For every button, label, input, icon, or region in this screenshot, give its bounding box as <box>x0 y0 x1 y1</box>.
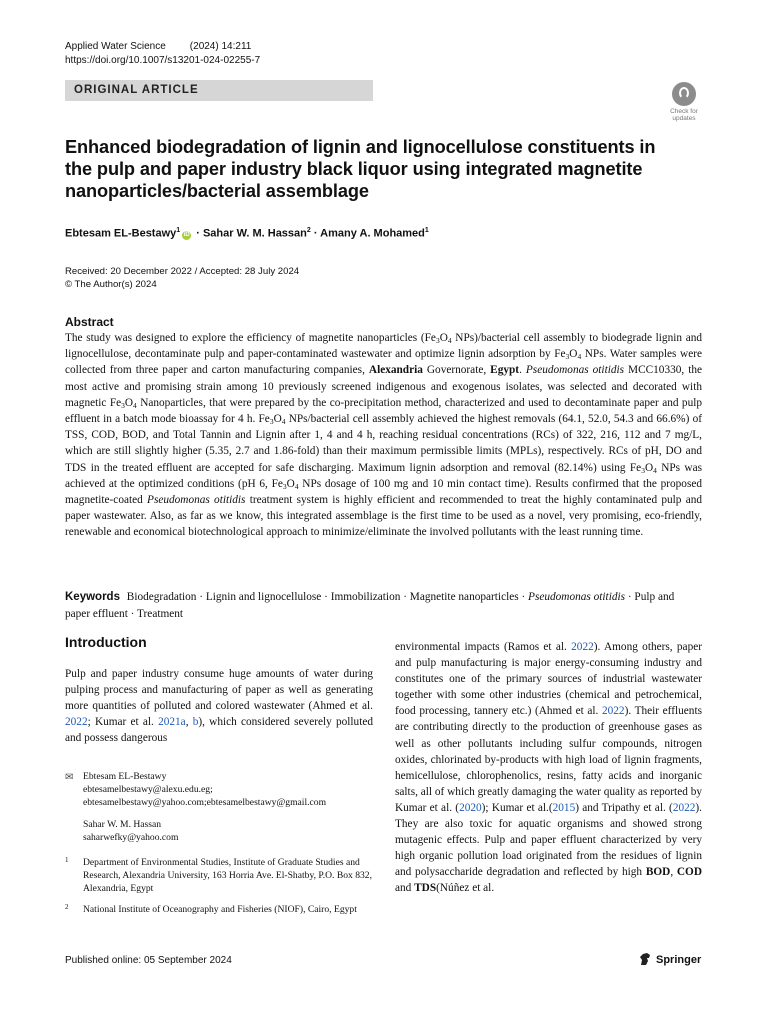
publisher-logo <box>638 952 701 966</box>
citation-link[interactable]: 2021a <box>158 716 186 729</box>
citation-link[interactable]: 2022 <box>601 705 625 718</box>
author-affiliation-mark: 1 <box>424 227 429 234</box>
doi-link[interactable]: https://doi.org/10.1007/s13201-024-02255-7 <box>65 55 261 66</box>
check-updates-label: Check for <box>670 108 698 115</box>
author-email[interactable]: ebtesamelbestawy@alexu.edu.eg; <box>83 784 213 795</box>
published-online-date: Published online: 05 September 2024 <box>65 955 232 966</box>
author-affiliation-mark: 1 <box>176 227 181 234</box>
paper-title: Enhanced biodegradation of lignin and lignocellulose constituents in the pulp and paper industry black liquor using integrated magnetite nanoparticles/bacterial assemblage <box>65 137 656 201</box>
citation-link[interactable]: 2020 <box>459 801 482 814</box>
author-email[interactable]: ebtesamelbestawy@yahoo.com;ebtesamelbestawy@gmail.com <box>83 797 327 808</box>
copyright-notice: © The Author(s) 2024 <box>65 279 157 290</box>
introduction-column-left: Pulp and paper industry consume huge amounts of water during pulping process and manufacturing of paper as well as generating more quantities of polluted and colored wastewater (Ahmed et al. 2022; Kumar et al. 2021a, b), which considered severely polluted and possess dangerous <box>65 668 374 745</box>
corresponding-author-name: Ebtesam EL-Bestawy <box>83 771 167 782</box>
corresponding-author-name: Sahar W. M. Hassan <box>83 819 162 830</box>
affiliation-number: 1 <box>65 856 69 864</box>
springer-horse-icon <box>638 952 652 966</box>
journal-name: Applied Water Science <box>65 41 166 52</box>
author-list: Ebtesam EL-Bestawy$^1$iD · Sahar W. M. Hassan$^2$ · Amany A. Mohamed$^1$ <box>65 227 429 240</box>
keywords: Keywords Biodegradation · Lignin and lignocellulose · Immobilization · Magnetite nanoparticles · Pseudomonas otitidis · Pulp and paper effluent · Treatment <box>65 591 675 620</box>
orcid-icon[interactable]: iD <box>183 231 190 238</box>
author-name[interactable]: Amany A. Mohamed <box>320 227 425 240</box>
check-updates-icon <box>672 82 696 106</box>
author-affiliation-mark: 2 <box>306 227 311 234</box>
check-for-updates-button[interactable] <box>664 82 704 126</box>
author-email[interactable]: saharwefky@yahoo.com <box>83 832 179 843</box>
publisher-name: Springer <box>656 954 702 966</box>
citation-link[interactable]: 2022 <box>672 801 696 814</box>
affiliation-2 <box>65 903 373 916</box>
envelope-icon: ✉ <box>65 772 74 783</box>
citation-link[interactable]: 2022 <box>571 641 594 653</box>
introduction-column-right: environmental impacts (Ramos et al. 2022). Among others, paper and pulp manufacturing is major energy-consuming industry and constitutes one of the primary sources of industrial wastewater together with some other industries (chemical and petrochemical, food processing, tannery etc.) (Ahmed et al. 2022). Their effluents are contributing directly to the production of greenhouse gases as well as other pollutants including sulfur compounds, nitrogen oxides, chlorinated by-products with high load of lignin fragments, hemicellulose, chlorophenolics, resins, fatty acids and inorganic salts, all of which greatly damaging the water quality as reported by Kumar et al. (2020); Kumar et al.(2015) and Tripathy et al. (2022). They are also toxic for aquatic organisms and showed strong mutagenic effects. Pulp and paper effluent characterized by very high organic pollution load originated from the residues of lignin and polysaccharide degradation and reflected by high BOD, COD and TDS(Núñez et al. <box>395 641 702 895</box>
article-type-banner: ORIGINAL ARTICLE <box>65 80 373 101</box>
check-updates-label-2: updates <box>672 115 696 122</box>
author-name[interactable]: Sahar W. M. Hassan <box>202 227 307 240</box>
correspondence-block <box>65 770 373 844</box>
journal-volume: (2024) 14:211 <box>189 41 252 52</box>
affiliation-text: Department of Environmental Studies, Institute of Graduate Studies and Research, Alexandria University, 163 Horria Ave. El-Shatby, P.O. Box 832, Alexandria, Egypt <box>83 857 372 894</box>
introduction-heading: Introduction <box>65 634 147 650</box>
article-dates <box>65 265 299 291</box>
affiliation-text: National Institute of Oceanography and Fisheries (NIOF), Cairo, Egypt <box>83 904 357 915</box>
affiliation-number: 2 <box>65 903 69 911</box>
keywords-label: Keywords <box>65 591 120 603</box>
journal-header <box>65 40 275 68</box>
abstract-heading: Abstract <box>65 315 114 329</box>
affiliation-1 <box>65 856 373 895</box>
author-name[interactable]: Ebtesam EL-Bestawy <box>65 227 177 240</box>
received-accepted-dates: Received: 20 December 2022 / Accepted: 28 July 2024 <box>65 266 300 277</box>
citation-link[interactable]: 2022 <box>65 716 88 729</box>
citation-link[interactable]: 2015 <box>552 801 576 814</box>
citation-link[interactable]: b <box>192 716 199 729</box>
abstract-text: The study was designed to explore the efficiency of magnetite nanoparticles ($Fe_3O_4$ NPs)/bacterial cell assembly to biodegrade lignin and lignocellulose, decontaminate pulp and paper-contaminated wastewater and optimize lignin adsorption by $Fe_3O_4$ NPs. Water samples were collected from three paper and carton manufacturing companies, Alexandria Governorate, Egypt. Pseudomonas otitidis MCC10330, the most active and promising strain among 10 previously screened indigenous and exogenous isolates, was selected and decorated with magnetic $Fe_3O_4$ Nanoparticles, that were prepared by the co-precipitation method, characterized and used to decontaminate paper and pulp effluent in a batch mode bioassay for 4 h. $Fe_3O_4$ NPs/bacterial cell assembly achieved the highest removals (64.1, 52.0, 54.3 and 66.6%) of TSS, COD, BOD, and Total Tannin and Lignin after 1, 4 and 4 h, reaching residual concentrations (RCs) of 322, 216, 112 and 7 mg/L, which are still slightly higher (5.35, 2.7 and 1.86-fold) than their maximum permissible limits (MPLs), respectively. RCs of pH, DO and TDS in the treated effluent are accepted for safe discharging. Maximum lignin adsorption and removal (82.14%) using $Fe_3O_4$ NPs was achieved at the optimized conditions (pH 6, $Fe_3O_4$ NPs dosage of 100 mg and 10 min contact time). Results confirmed that the proposed magnetite-coated Pseudomonas otitidis treatment system is highly efficient and recommended to treat the highly contaminated pulp and paper wastewater. Also, as far as we know, this integrated assemblage is the first time to be used as a novel, very promising, eco-friendly, renewable and economical biotechnological approach to minimize/eliminate the involved pollutants with the least running time. <box>65 332 703 539</box>
